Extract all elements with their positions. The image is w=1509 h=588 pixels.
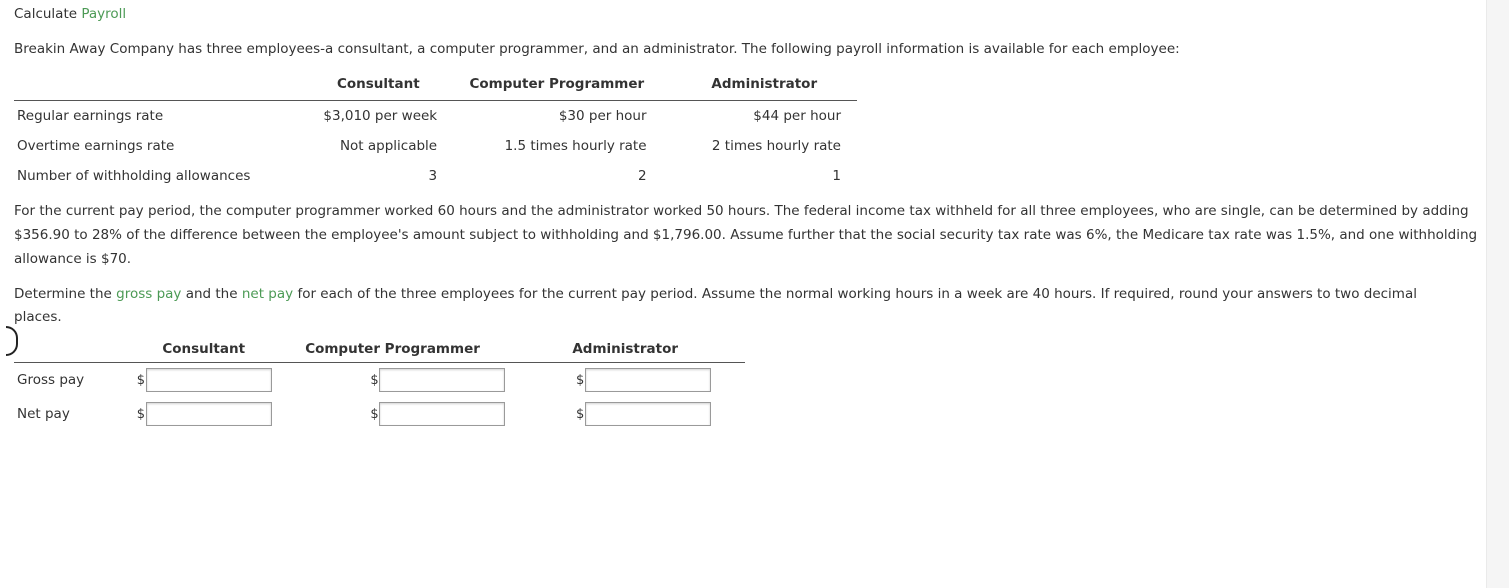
answer-header-consultant: Consultant [136, 335, 272, 363]
instructions-part-2: and the [185, 286, 238, 302]
answer-cell [136, 363, 272, 398]
answer-cell [272, 363, 506, 398]
currency-symbol: $ [370, 407, 379, 422]
info-cell: 3 [428, 168, 438, 184]
page-title [14, 6, 126, 22]
answer-cell [136, 397, 272, 431]
instructions-paragraph [14, 283, 1454, 329]
instructions-part-3: for each of the three employees for the current pay period. Assume the normal working hours in a week are 40 hours. If required, round your answers to two decimal places. [14, 286, 1417, 325]
info-row-label: Number of withholding allowances [17, 168, 251, 184]
answer-header-blank [14, 335, 136, 363]
info-cell: 2 times hourly rate [711, 138, 841, 154]
instructions-part-1: Determine the [14, 286, 112, 302]
answer-cell [505, 397, 745, 431]
info-row-label: Overtime earnings rate [17, 138, 175, 154]
info-cell: $44 per hour [753, 108, 841, 124]
gross-pay-programmer-input[interactable] [379, 368, 505, 392]
title-prefix: Calculate [14, 6, 78, 22]
answer-row-label: Net pay [17, 406, 70, 422]
answer-header-administrator: Administrator [505, 335, 745, 363]
answer-row-net-pay [14, 397, 745, 431]
info-header-consultant: Consultant [285, 70, 453, 101]
net-pay-programmer-input[interactable] [379, 402, 505, 426]
info-header-programmer: Computer Programmer [452, 70, 661, 101]
currency-symbol: $ [136, 373, 145, 388]
intro-text: Breakin Away Company has three employees-a consultant, a computer programmer, and an administrator. The following payroll information is available for each employee: [14, 41, 1180, 57]
currency-symbol: $ [136, 407, 145, 422]
info-cell: Not applicable [339, 138, 438, 154]
payroll-info-table [14, 70, 857, 191]
info-row-allowances [14, 161, 857, 191]
answer-table [14, 335, 745, 431]
currency-symbol: $ [576, 373, 585, 388]
currency-symbol: $ [576, 407, 585, 422]
info-header-blank [14, 70, 285, 101]
info-row-overtime [14, 131, 857, 161]
info-header-administrator: Administrator [662, 70, 857, 101]
net-pay-administrator-input[interactable] [585, 402, 711, 426]
answer-header-programmer: Computer Programmer [272, 335, 506, 363]
net-pay-consultant-input[interactable] [146, 402, 272, 426]
gross-pay-administrator-input[interactable] [585, 368, 711, 392]
answer-header-row [14, 335, 745, 363]
info-cell: 1 [832, 168, 841, 184]
answer-cell [505, 363, 745, 398]
payroll-link[interactable]: Payroll [81, 6, 127, 22]
info-header-row [14, 70, 857, 101]
vertical-scrollbar[interactable] [1486, 0, 1509, 588]
info-cell: 1.5 times hourly rate [504, 138, 647, 154]
info-cell: $3,010 per week [323, 108, 438, 124]
info-row-label: Regular earnings rate [17, 108, 164, 124]
info-cell: $30 per hour [558, 108, 647, 124]
info-row-regular [14, 101, 857, 132]
info-cell: 2 [637, 168, 647, 184]
currency-symbol: $ [370, 373, 379, 388]
gross-pay-link[interactable]: gross pay [116, 286, 182, 302]
gross-pay-consultant-input[interactable] [146, 368, 272, 392]
net-pay-link[interactable]: net pay [241, 286, 294, 302]
answer-row-gross-pay [14, 363, 745, 398]
answer-row-label: Gross pay [17, 372, 85, 388]
pay-period-paragraph: For the current pay period, the computer programmer worked 60 hours and the administrator worked 50 hours. The federal income tax withheld for all three employees, who are single, can be determined by adding $356.90 to 28% of the difference between the employee's amount subject to withholding and $1,796.00. Assume further that the social security tax rate was 6%, the Medicare tax rate was 1.5%, and one withholding allowance is $70. [14, 203, 1478, 267]
answer-cell [272, 397, 506, 431]
